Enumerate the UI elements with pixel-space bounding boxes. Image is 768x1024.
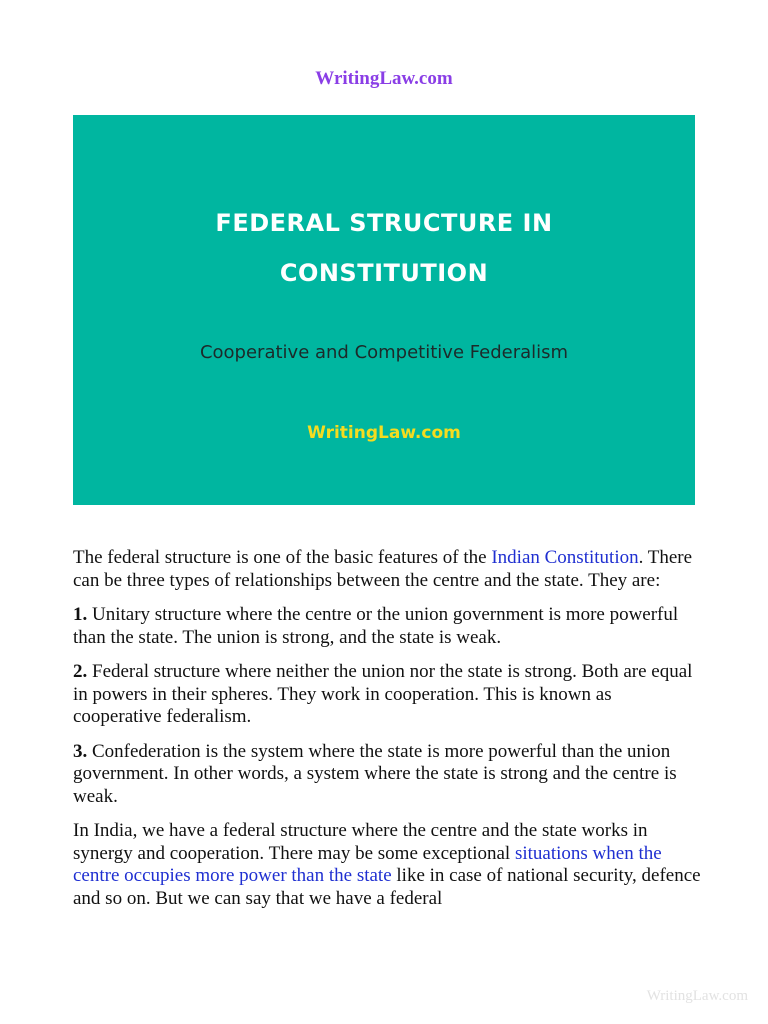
article-body: [73, 547, 703, 922]
closing-text-before: In India, we have a federal structure where the centre and the state works in synergy and cooperation. There may be some exceptional: [73, 820, 648, 864]
point-1: [73, 604, 703, 649]
closing-text-after: like in case of national security, defence and so on. But we can say that we have a federal: [73, 865, 701, 909]
banner-title-line2: CONSTITUTION: [279, 259, 489, 287]
banner-title-line1: FEDERAL STRUCTURE IN: [215, 209, 553, 237]
intro-text-before: The federal structure is one of the basic features of the: [73, 547, 492, 568]
banner-subtitle: Cooperative and Competitive Federalism: [199, 342, 569, 363]
point-3: [73, 741, 703, 809]
title-banner: [73, 115, 695, 505]
situations-link[interactable]: situations when the centre occupies more power than the state: [73, 842, 662, 886]
point-2-text: Federal structure where neither the union nor the state is strong. Both are equal in powers in their spheres. They work in cooperation. This is known as cooperative federalism.: [73, 661, 693, 727]
point-3-number: 3.: [73, 740, 88, 762]
closing-paragraph: [73, 820, 703, 910]
site-header[interactable]: WritingLaw.com: [315, 68, 453, 89]
indian-constitution-link[interactable]: Indian Constitution: [491, 547, 639, 568]
point-1-number: 1.: [73, 604, 88, 625]
banner-brand: WritingLaw.com: [307, 423, 461, 443]
point-3-text: Confederation is the system where the state is more powerful than the union government. In other words, a system where the state is strong and the centre is weak.: [73, 740, 677, 807]
intro-paragraph: [73, 547, 703, 592]
point-2-number: 2.: [73, 661, 88, 682]
watermark: WritingLaw.com: [646, 988, 748, 1004]
intro-text-after: . There can be three types of relationships between the centre and the state. They are:: [73, 547, 693, 591]
point-1-text: Unitary structure where the centre or the union government is more powerful than the state. The union is strong, and the state is weak.: [73, 604, 679, 648]
banner-title: [73, 198, 695, 298]
point-2: [73, 661, 703, 729]
